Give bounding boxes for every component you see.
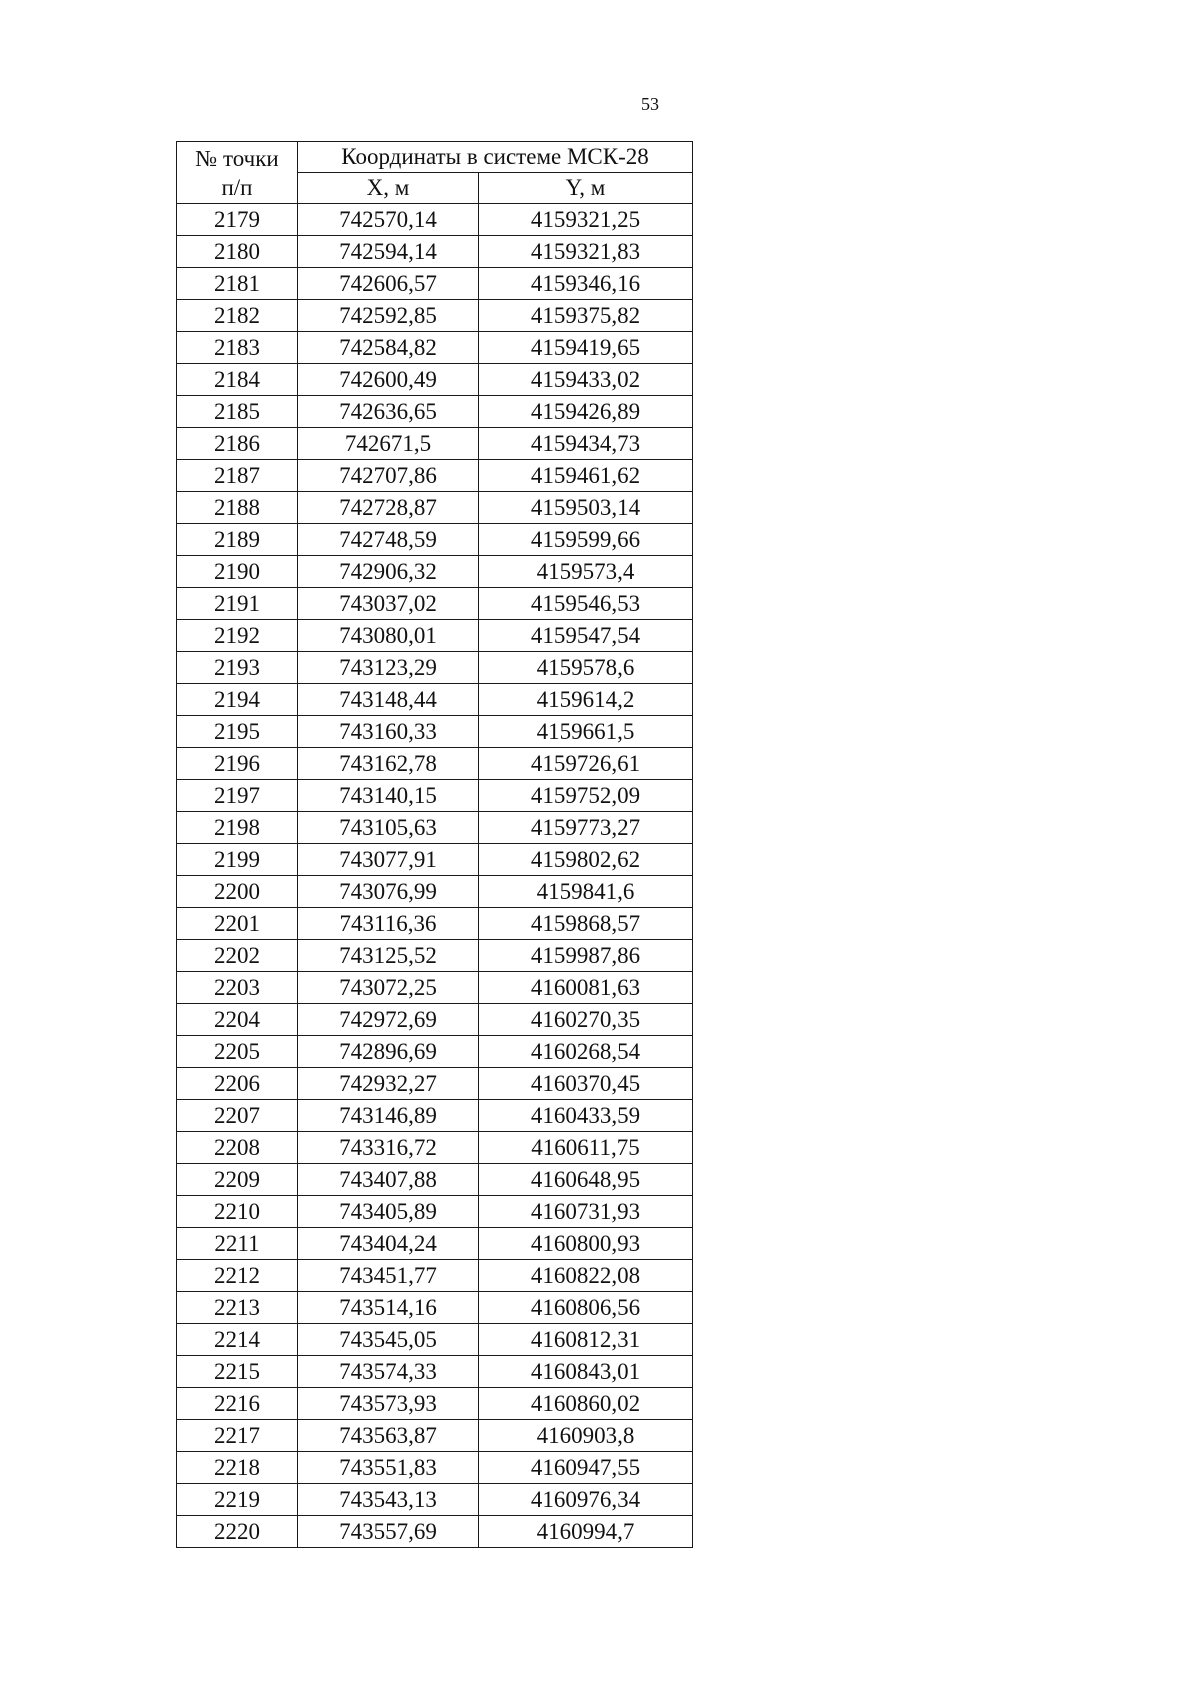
x-coordinate-cell: 742906,32: [298, 556, 479, 588]
point-number-cell: 2204: [177, 1004, 298, 1036]
x-coordinate-cell: 743551,83: [298, 1452, 479, 1484]
x-coordinate-cell: 743146,89: [298, 1100, 479, 1132]
point-number-cell: 2216: [177, 1388, 298, 1420]
x-coordinate-cell: 743037,02: [298, 588, 479, 620]
y-coordinate-cell: 4159426,89: [479, 396, 693, 428]
y-coordinate-cell: 4159321,83: [479, 236, 693, 268]
y-coordinate-cell: 4160822,08: [479, 1260, 693, 1292]
x-coordinate-cell: 742594,14: [298, 236, 479, 268]
table-row: [177, 556, 693, 588]
point-number-cell: 2198: [177, 812, 298, 844]
y-coordinate-cell: 4159726,61: [479, 748, 693, 780]
point-number-cell: 2217: [177, 1420, 298, 1452]
y-coordinate-cell: 4160860,02: [479, 1388, 693, 1420]
table-row: [177, 332, 693, 364]
x-coordinate-cell: 742728,87: [298, 492, 479, 524]
point-number-cell: 2212: [177, 1260, 298, 1292]
y-column-header: Y, м: [479, 173, 693, 204]
table-row: [177, 844, 693, 876]
y-coordinate-cell: 4159503,14: [479, 492, 693, 524]
y-coordinate-cell: 4159841,6: [479, 876, 693, 908]
y-coordinate-cell: 4160648,95: [479, 1164, 693, 1196]
x-coordinate-cell: 743557,69: [298, 1516, 479, 1548]
y-coordinate-cell: 4160812,31: [479, 1324, 693, 1356]
x-coordinate-cell: 742592,85: [298, 300, 479, 332]
x-coordinate-cell: 743405,89: [298, 1196, 479, 1228]
point-number-cell: 2210: [177, 1196, 298, 1228]
point-number-cell: 2208: [177, 1132, 298, 1164]
point-number-cell: 2184: [177, 364, 298, 396]
point-number-cell: 2195: [177, 716, 298, 748]
table-row: [177, 748, 693, 780]
y-coordinate-cell: 4159419,65: [479, 332, 693, 364]
y-coordinate-cell: 4159773,27: [479, 812, 693, 844]
x-coordinate-cell: 743140,15: [298, 780, 479, 812]
header-row-top: [177, 142, 693, 173]
x-coordinate-cell: 743404,24: [298, 1228, 479, 1260]
coord-system-header: Координаты в системе МСК-28: [298, 142, 693, 173]
y-coordinate-cell: 4159321,25: [479, 204, 693, 236]
point-number-cell: 2214: [177, 1324, 298, 1356]
x-coordinate-cell: 743072,25: [298, 972, 479, 1004]
y-coordinate-cell: 4159375,82: [479, 300, 693, 332]
x-coordinate-cell: 743125,52: [298, 940, 479, 972]
table-row: [177, 1100, 693, 1132]
table-row: [177, 396, 693, 428]
y-coordinate-cell: 4159868,57: [479, 908, 693, 940]
point-number-cell: 2213: [177, 1292, 298, 1324]
table-row: [177, 364, 693, 396]
point-number-cell: 2189: [177, 524, 298, 556]
y-coordinate-cell: 4160947,55: [479, 1452, 693, 1484]
x-coordinate-cell: 742570,14: [298, 204, 479, 236]
table-row: [177, 652, 693, 684]
table-row: [177, 236, 693, 268]
x-coordinate-cell: 742707,86: [298, 460, 479, 492]
coordinates-table: [176, 141, 693, 1548]
point-number-cell: 2181: [177, 268, 298, 300]
y-coordinate-cell: 4159802,62: [479, 844, 693, 876]
point-number-cell: 2193: [177, 652, 298, 684]
table-row: [177, 204, 693, 236]
x-column-header: X, м: [298, 173, 479, 204]
table-row: [177, 1036, 693, 1068]
y-coordinate-cell: 4159433,02: [479, 364, 693, 396]
y-coordinate-cell: 4159987,86: [479, 940, 693, 972]
table-row: [177, 1132, 693, 1164]
x-coordinate-cell: 743543,13: [298, 1484, 479, 1516]
x-coordinate-cell: 743076,99: [298, 876, 479, 908]
point-number-cell: 2196: [177, 748, 298, 780]
y-coordinate-cell: 4159346,16: [479, 268, 693, 300]
point-number-cell: 2179: [177, 204, 298, 236]
table-row: [177, 1516, 693, 1548]
x-coordinate-cell: 742600,49: [298, 364, 479, 396]
x-coordinate-cell: 743514,16: [298, 1292, 479, 1324]
y-coordinate-cell: 4160081,63: [479, 972, 693, 1004]
page-number: 53: [641, 94, 659, 114]
x-coordinate-cell: 743077,91: [298, 844, 479, 876]
y-coordinate-cell: 4160976,34: [479, 1484, 693, 1516]
point-number-cell: 2201: [177, 908, 298, 940]
point-number-header-line1: № точки: [195, 145, 279, 171]
x-coordinate-cell: 743573,93: [298, 1388, 479, 1420]
table-row: [177, 300, 693, 332]
y-coordinate-cell: 4160994,7: [479, 1516, 693, 1548]
point-number-cell: 2205: [177, 1036, 298, 1068]
point-number-cell: 2207: [177, 1100, 298, 1132]
point-number-cell: 2197: [177, 780, 298, 812]
table-row: [177, 1324, 693, 1356]
table-row: [177, 492, 693, 524]
table-row: [177, 524, 693, 556]
x-coordinate-cell: 742584,82: [298, 332, 479, 364]
table-row: [177, 812, 693, 844]
y-coordinate-cell: 4159546,53: [479, 588, 693, 620]
x-coordinate-cell: 742636,65: [298, 396, 479, 428]
x-coordinate-cell: 743080,01: [298, 620, 479, 652]
y-coordinate-cell: 4159573,4: [479, 556, 693, 588]
point-number-cell: 2187: [177, 460, 298, 492]
x-coordinate-cell: 742671,5: [298, 428, 479, 460]
table-row: [177, 460, 693, 492]
table-row: [177, 1356, 693, 1388]
coordinates-table-header: [177, 142, 693, 204]
y-coordinate-cell: 4159614,2: [479, 684, 693, 716]
x-coordinate-cell: 742896,69: [298, 1036, 479, 1068]
x-coordinate-cell: 742606,57: [298, 268, 479, 300]
x-coordinate-cell: 743160,33: [298, 716, 479, 748]
point-number-cell: 2188: [177, 492, 298, 524]
y-coordinate-cell: 4160903,8: [479, 1420, 693, 1452]
x-coordinate-cell: 743123,29: [298, 652, 479, 684]
point-number-cell: 2191: [177, 588, 298, 620]
table-row: [177, 1388, 693, 1420]
x-coordinate-cell: 743451,77: [298, 1260, 479, 1292]
table-row: [177, 620, 693, 652]
point-number-cell: 2218: [177, 1452, 298, 1484]
y-coordinate-cell: 4159578,6: [479, 652, 693, 684]
point-number-cell: 2180: [177, 236, 298, 268]
y-coordinate-cell: 4160433,59: [479, 1100, 693, 1132]
table-row: [177, 940, 693, 972]
table-row: [177, 1196, 693, 1228]
table-row: [177, 1068, 693, 1100]
y-coordinate-cell: 4160270,35: [479, 1004, 693, 1036]
y-coordinate-cell: 4159547,54: [479, 620, 693, 652]
x-coordinate-cell: 743105,63: [298, 812, 479, 844]
y-coordinate-cell: 4160731,93: [479, 1196, 693, 1228]
point-number-cell: 2194: [177, 684, 298, 716]
x-coordinate-cell: 743116,36: [298, 908, 479, 940]
point-number-cell: 2200: [177, 876, 298, 908]
coordinates-table-body: [177, 204, 693, 1548]
point-number-cell: 2211: [177, 1228, 298, 1260]
x-coordinate-cell: 743162,78: [298, 748, 479, 780]
point-number-cell: 2206: [177, 1068, 298, 1100]
y-coordinate-cell: 4160370,45: [479, 1068, 693, 1100]
y-coordinate-cell: 4160806,56: [479, 1292, 693, 1324]
table-row: [177, 1164, 693, 1196]
y-coordinate-cell: 4159752,09: [479, 780, 693, 812]
point-number-cell: 2182: [177, 300, 298, 332]
table-row: [177, 1420, 693, 1452]
point-number-cell: 2220: [177, 1516, 298, 1548]
x-coordinate-cell: 743563,87: [298, 1420, 479, 1452]
x-coordinate-cell: 742972,69: [298, 1004, 479, 1036]
point-number-cell: 2199: [177, 844, 298, 876]
point-number-cell: 2219: [177, 1484, 298, 1516]
y-coordinate-cell: 4159661,5: [479, 716, 693, 748]
table-row: [177, 908, 693, 940]
point-number-cell: 2192: [177, 620, 298, 652]
x-coordinate-cell: 742932,27: [298, 1068, 479, 1100]
point-number-cell: 2185: [177, 396, 298, 428]
x-coordinate-cell: 742748,59: [298, 524, 479, 556]
table-row: [177, 588, 693, 620]
point-number-cell: 2190: [177, 556, 298, 588]
y-coordinate-cell: 4159461,62: [479, 460, 693, 492]
point-number-header-line2: п/п: [221, 174, 253, 200]
y-coordinate-cell: 4160611,75: [479, 1132, 693, 1164]
table-row: [177, 1292, 693, 1324]
table-row: [177, 1260, 693, 1292]
point-number-cell: 2209: [177, 1164, 298, 1196]
table-row: [177, 428, 693, 460]
x-coordinate-cell: 743148,44: [298, 684, 479, 716]
x-coordinate-cell: 743407,88: [298, 1164, 479, 1196]
x-coordinate-cell: 743574,33: [298, 1356, 479, 1388]
table-row: [177, 684, 693, 716]
table-row: [177, 876, 693, 908]
point-number-cell: 2186: [177, 428, 298, 460]
table-row: [177, 1452, 693, 1484]
y-coordinate-cell: 4160800,93: [479, 1228, 693, 1260]
table-row: [177, 1004, 693, 1036]
y-coordinate-cell: 4159599,66: [479, 524, 693, 556]
point-number-cell: 2183: [177, 332, 298, 364]
x-coordinate-cell: 743316,72: [298, 1132, 479, 1164]
y-coordinate-cell: 4160268,54: [479, 1036, 693, 1068]
table-row: [177, 1228, 693, 1260]
table-row: [177, 716, 693, 748]
table-row: [177, 780, 693, 812]
y-coordinate-cell: 4160843,01: [479, 1356, 693, 1388]
point-number-cell: 2202: [177, 940, 298, 972]
table-row: [177, 972, 693, 1004]
x-coordinate-cell: 743545,05: [298, 1324, 479, 1356]
point-number-cell: 2203: [177, 972, 298, 1004]
y-coordinate-cell: 4159434,73: [479, 428, 693, 460]
point-number-header: [177, 142, 298, 204]
table-row: [177, 268, 693, 300]
point-number-cell: 2215: [177, 1356, 298, 1388]
table-row: [177, 1484, 693, 1516]
